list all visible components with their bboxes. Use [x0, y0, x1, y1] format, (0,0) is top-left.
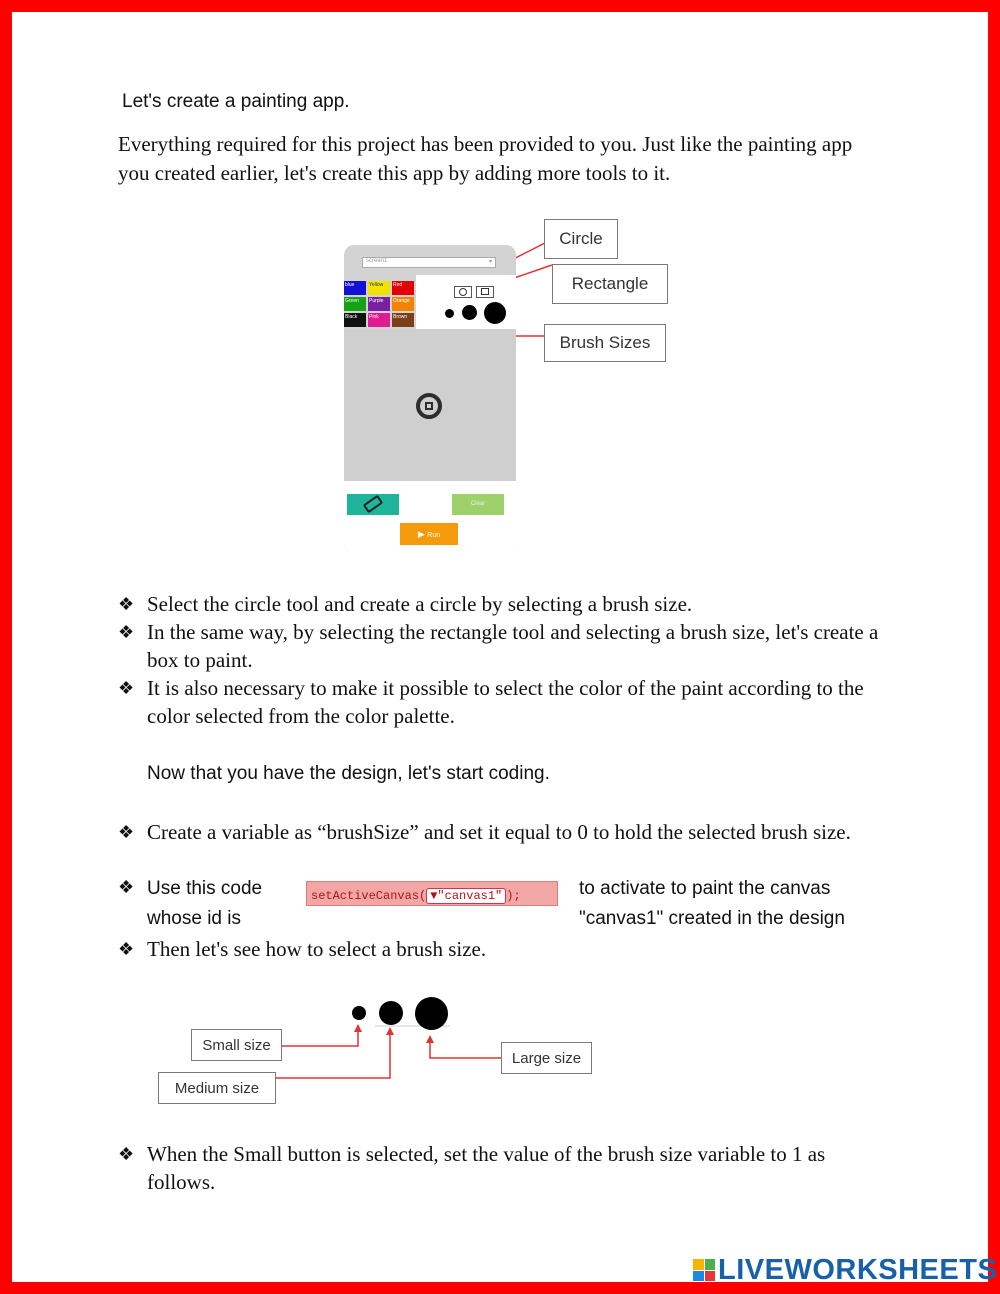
canvas-placeholder-icon: [416, 393, 442, 419]
label-small-size: Small size: [191, 1029, 282, 1061]
intro-paragraph: Everything required for this project has been provided to you. Just like the painting app you created earlier, let's create this app by adding more tools to it.: [118, 132, 853, 185]
code-argument: ▼"canvas1": [426, 888, 506, 904]
circle-tool-button[interactable]: [454, 286, 472, 298]
run-button[interactable]: ▶ Run: [400, 523, 458, 545]
bullet-small-button: ❖ When the Small button is selected, set the value of the brush size variable to 1 as follows.: [118, 1142, 826, 1194]
swatch-brown[interactable]: Brown: [392, 313, 414, 327]
rectangle-tool-button[interactable]: [476, 286, 494, 298]
play-icon: ▶: [417, 529, 428, 539]
bullet-diamond-icon: ❖: [118, 678, 135, 698]
brush-small-button[interactable]: [445, 309, 454, 318]
bullet-diamond-icon: ❖: [118, 594, 135, 614]
bullet-circle-tool: ❖ Select the circle tool and create a circle by selecting a brush size.: [118, 592, 693, 616]
code-block-setactivecanvas: setActiveCanvas( ▼"canvas1" );: [306, 881, 558, 906]
brush-small-dot: [352, 1006, 366, 1020]
swatch-blue[interactable]: blue: [344, 281, 366, 295]
bullet-diamond-icon: ❖: [118, 877, 135, 897]
label-large-size: Large size: [501, 1042, 592, 1074]
use-code-prefix: Use this code: [147, 878, 263, 899]
bullet-diamond-icon: ❖: [118, 822, 135, 842]
swatch-yellow[interactable]: Yellow: [368, 281, 390, 295]
bullet-diamond-icon: ❖: [118, 1144, 135, 1164]
bullet-diamond-icon: ❖: [118, 622, 135, 642]
bullet-brush-select: ❖ Then let's see how to select a brush size.: [118, 937, 487, 961]
color-palette: [344, 281, 416, 329]
brush-large-dot: [415, 997, 448, 1030]
brush-medium-dot: [379, 1001, 403, 1025]
rectangle-icon: [481, 288, 489, 295]
brush-size-diagram: [150, 990, 610, 1110]
bullet-rectangle-tool: ❖ In the same way, by selecting the rectangle tool and selecting a brush size, let's create a box to paint.: [118, 620, 879, 672]
use-code-line2: whose id is: [147, 908, 241, 929]
app-mockup-figure: [340, 215, 680, 560]
callout-brush-sizes: Brush Sizes: [544, 324, 666, 362]
design-note: Now that you have the design, let's start coding.: [147, 763, 550, 784]
bullet-diamond-icon: ❖: [118, 939, 135, 959]
live-badge-icon: [693, 1259, 715, 1281]
code-function: setActiveCanvas: [311, 889, 420, 903]
callout-circle: Circle: [544, 219, 618, 259]
eraser-icon: [363, 495, 383, 514]
callout-rectangle: Rectangle: [552, 264, 668, 304]
drawing-canvas[interactable]: [344, 329, 516, 481]
circle-icon: [459, 288, 467, 296]
bullet-variable: ❖ Create a variable as “brushSize” and set it equal to 0 to hold the selected brush size.: [118, 820, 851, 844]
eraser-button[interactable]: [347, 494, 399, 515]
bullet-color-palette: ❖ It is also necessary to make it possible to select the color of the paint according to the color selected from the color palette.: [118, 676, 864, 728]
intro-title: Let's create a painting app.: [122, 91, 350, 112]
swatch-red[interactable]: Red: [392, 281, 414, 295]
screen-dropdown[interactable]: screen1 ▾: [362, 257, 496, 268]
use-code-right-line1: to activate to paint the canvas: [579, 878, 831, 899]
swatch-pink[interactable]: Pink: [368, 313, 390, 327]
swatch-black[interactable]: Black: [344, 313, 366, 327]
brush-large-button[interactable]: [484, 302, 506, 324]
swatch-purple[interactable]: Purple: [368, 297, 390, 311]
swatch-green[interactable]: Green: [344, 297, 366, 311]
swatch-orange[interactable]: Orange: [392, 297, 414, 311]
label-medium-size: Medium size: [158, 1072, 276, 1104]
logo-text: LIVEWORKSHEETS: [718, 1253, 998, 1286]
liveworksheets-logo[interactable]: [693, 1254, 997, 1286]
code-tail: );: [506, 889, 521, 903]
phone-screen: [344, 245, 516, 553]
use-code-right-line2: "canvas1" created in the design: [579, 908, 845, 929]
clear-button[interactable]: Clear: [452, 494, 504, 515]
brush-medium-button[interactable]: [462, 305, 477, 320]
